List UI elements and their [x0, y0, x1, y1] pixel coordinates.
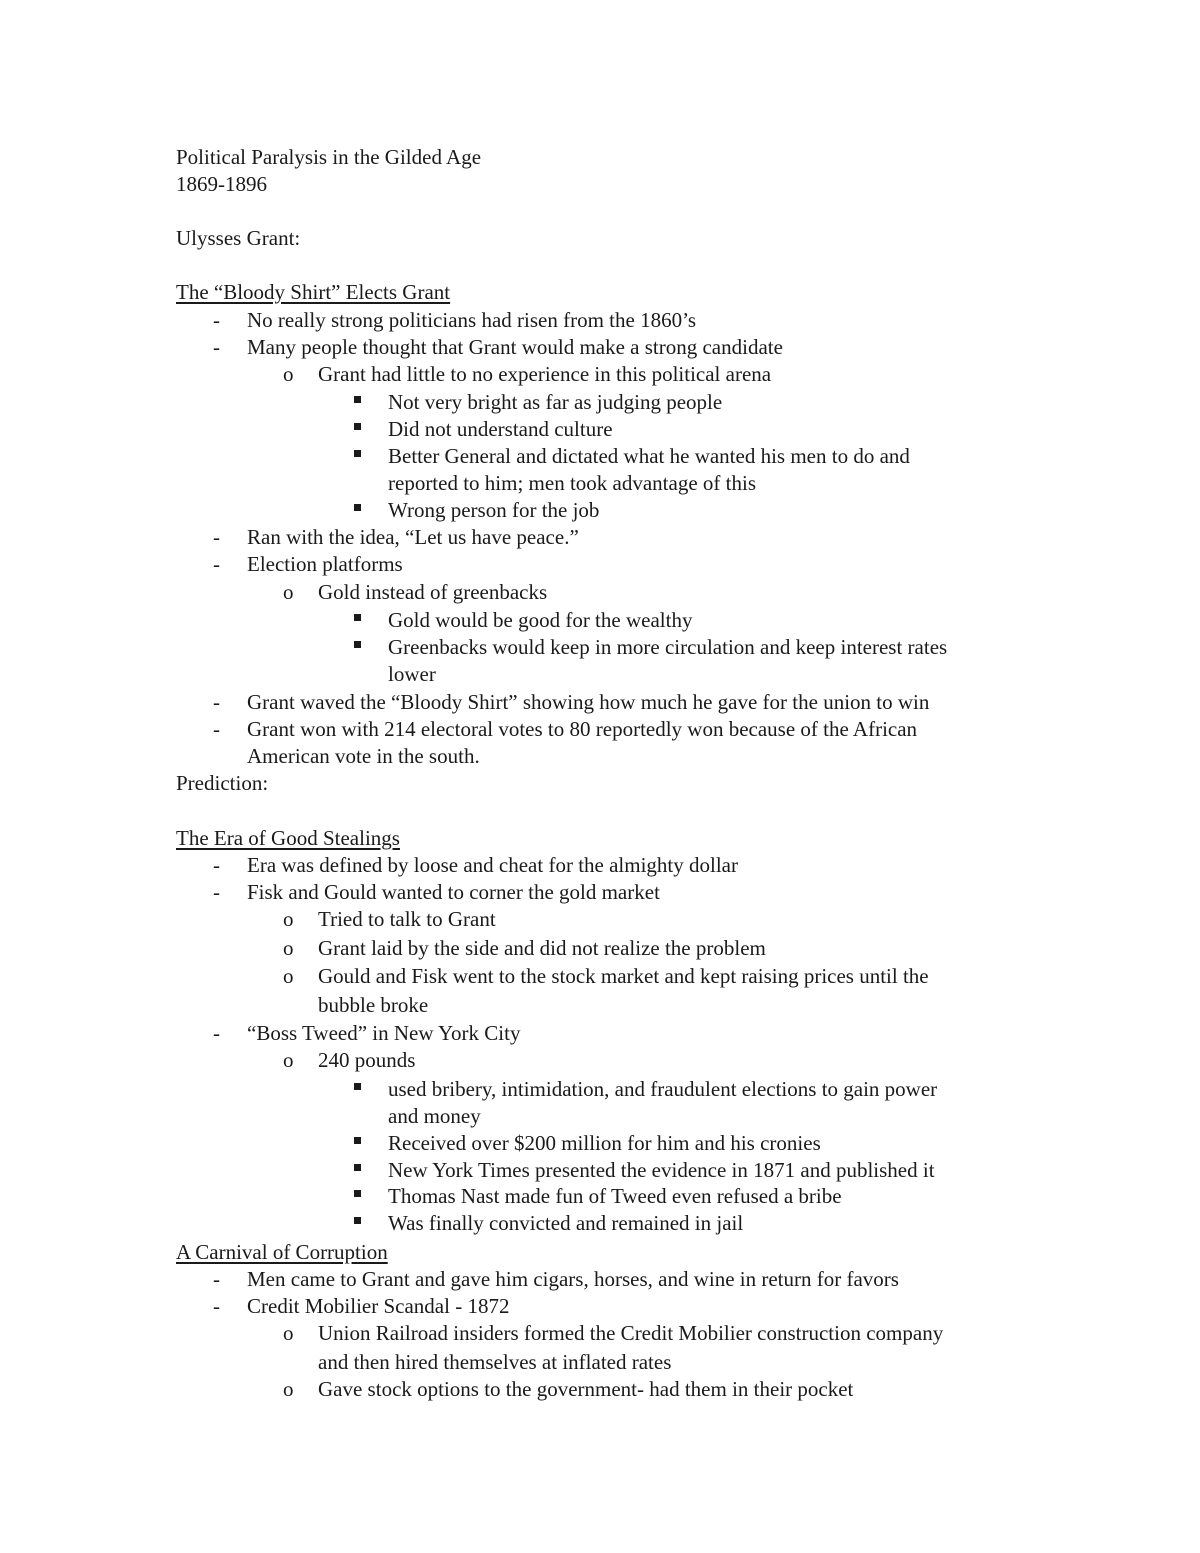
- list-item-continuation: reported to him; men took advantage of this: [388, 471, 756, 495]
- circle-bullet: o: [283, 1321, 294, 1345]
- dash-bullet: -: [213, 717, 220, 741]
- section-heading-bloody-shirt: The “Bloody Shirt” Elects Grant: [176, 280, 451, 304]
- dash-bullet: -: [213, 552, 220, 576]
- president-label: Ulysses Grant:: [176, 226, 301, 250]
- list-item: Grant waved the “Bloody Shirt” showing how much he gave for the union to win: [247, 690, 930, 714]
- list-item: Men came to Grant and gave him cigars, horses, and wine in return for favors: [247, 1267, 899, 1291]
- circle-bullet: o: [283, 1048, 294, 1072]
- list-item-continuation: and money: [388, 1104, 481, 1128]
- square-bullet-icon: [354, 614, 361, 621]
- list-item: Era was defined by loose and cheat for the almighty dollar: [247, 853, 738, 877]
- list-item-continuation: bubble broke: [318, 993, 429, 1017]
- dash-bullet: -: [213, 1294, 220, 1318]
- square-bullet-icon: [354, 423, 361, 430]
- document-title: Political Paralysis in the Gilded Age: [176, 145, 482, 169]
- circle-bullet: o: [283, 580, 294, 604]
- list-item: No really strong politicians had risen from the 1860’s: [247, 308, 697, 332]
- circle-bullet: o: [283, 936, 294, 960]
- square-bullet-icon: [354, 1164, 361, 1171]
- list-item-continuation: and then hired themselves at inflated rates: [318, 1350, 672, 1374]
- list-item: Gould and Fisk went to the stock market and kept raising prices until the: [318, 964, 929, 988]
- square-bullet-icon: [354, 1137, 361, 1144]
- dash-bullet: -: [213, 853, 220, 877]
- circle-bullet: o: [283, 964, 294, 988]
- circle-bullet: o: [283, 907, 294, 931]
- list-item: Was finally convicted and remained in jail: [388, 1211, 744, 1235]
- list-item: Not very bright as far as judging people: [388, 390, 723, 414]
- prediction-label: Prediction:: [176, 771, 269, 795]
- circle-bullet: o: [283, 362, 294, 386]
- section-heading-good-stealings: The Era of Good Stealings: [176, 826, 400, 850]
- list-item: Received over $200 million for him and his cronies: [388, 1131, 821, 1155]
- section-heading-carnival: A Carnival of Corruption: [176, 1240, 388, 1264]
- list-item: Did not understand culture: [388, 417, 613, 441]
- dash-bullet: -: [213, 335, 220, 359]
- list-item: Union Railroad insiders formed the Credit Mobilier construction company: [318, 1321, 944, 1345]
- dash-bullet: -: [213, 525, 220, 549]
- list-item: Thomas Nast made fun of Tweed even refused a bribe: [388, 1184, 842, 1208]
- list-item-continuation: American vote in the south.: [247, 744, 480, 768]
- list-item: Ran with the idea, “Let us have peace.”: [247, 525, 579, 549]
- square-bullet-icon: [354, 1083, 361, 1090]
- list-item: “Boss Tweed” in New York City: [247, 1021, 521, 1045]
- square-bullet-icon: [354, 641, 361, 648]
- list-item: Gold would be good for the wealthy: [388, 608, 693, 632]
- date-range: 1869-1896: [176, 172, 267, 196]
- dash-bullet: -: [213, 880, 220, 904]
- list-item-continuation: lower: [388, 662, 436, 686]
- list-item: Gold instead of greenbacks: [318, 580, 548, 604]
- dash-bullet: -: [213, 308, 220, 332]
- list-item: 240 pounds: [318, 1048, 416, 1072]
- dash-bullet: -: [213, 1267, 220, 1291]
- square-bullet-icon: [354, 450, 361, 457]
- list-item: Grant laid by the side and did not realize the problem: [318, 936, 766, 960]
- list-item: Grant had little to no experience in this political arena: [318, 362, 772, 386]
- list-item: Fisk and Gould wanted to corner the gold market: [247, 880, 660, 904]
- square-bullet-icon: [354, 396, 361, 403]
- square-bullet-icon: [354, 504, 361, 511]
- list-item: Election platforms: [247, 552, 403, 576]
- list-item: Gave stock options to the government- had them in their pocket: [318, 1377, 854, 1401]
- list-item: used bribery, intimidation, and fraudulent elections to gain power: [388, 1077, 938, 1101]
- circle-bullet: o: [283, 1377, 294, 1401]
- dash-bullet: -: [213, 690, 220, 714]
- list-item: Tried to talk to Grant: [318, 907, 496, 931]
- square-bullet-icon: [354, 1217, 361, 1224]
- list-item: Greenbacks would keep in more circulation and keep interest rates: [388, 635, 948, 659]
- list-item: Wrong person for the job: [388, 498, 600, 522]
- list-item: New York Times presented the evidence in 1871 and published it: [388, 1158, 935, 1182]
- list-item: Better General and dictated what he wanted his men to do and: [388, 444, 910, 468]
- list-item: Credit Mobilier Scandal - 1872: [247, 1294, 510, 1318]
- list-item: Many people thought that Grant would make a strong candidate: [247, 335, 783, 359]
- square-bullet-icon: [354, 1190, 361, 1197]
- list-item: Grant won with 214 electoral votes to 80 reportedly won because of the African: [247, 717, 918, 741]
- dash-bullet: -: [213, 1021, 220, 1045]
